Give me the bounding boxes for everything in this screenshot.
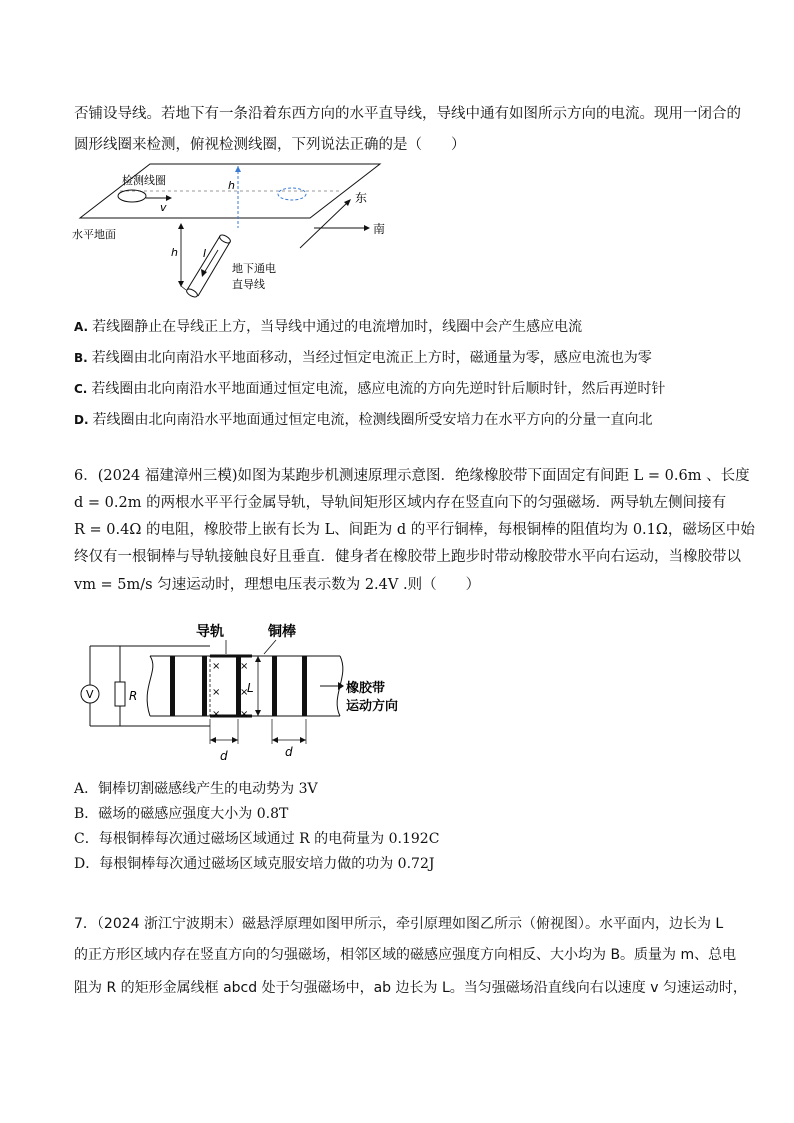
wire-label-2: 直导线 xyxy=(232,278,265,291)
q5-option-a[interactable] xyxy=(74,316,582,336)
q5-option-a-key: A. xyxy=(74,320,89,334)
coil-solid xyxy=(118,190,146,202)
coil-dashed xyxy=(278,188,306,200)
ground-label: 水平地面 xyxy=(72,228,116,241)
q6-option-d[interactable] xyxy=(74,853,434,873)
h-left-label: h xyxy=(171,246,178,259)
q6-option-b-key: B． xyxy=(74,806,99,822)
field-mark: × xyxy=(240,687,249,698)
h-top-label: h xyxy=(228,179,235,192)
q5-option-d[interactable] xyxy=(74,409,653,429)
q6-stem-line4: 终仅有一根铜棒与导轨接触良好且垂直．健身者在橡胶带上跑步时带动橡胶带水平向右运动，当橡胶带以 xyxy=(74,549,741,565)
q5-figure xyxy=(70,158,400,308)
q5-stem-line1: 否铺设导线。若地下有一条沿着东西方向的水平直导线，导线中通有如图所示方向的电流。现用一闭合的 xyxy=(74,106,741,122)
q6-option-b[interactable] xyxy=(74,803,288,823)
q6-option-c-key: C． xyxy=(74,831,99,847)
copper-rod xyxy=(170,656,175,716)
rod-label: 铜棒 xyxy=(268,624,296,640)
resistor xyxy=(115,682,125,706)
field-mark: × xyxy=(212,687,221,698)
q6-option-c[interactable] xyxy=(74,828,439,848)
q5-option-b-key: B. xyxy=(74,351,88,365)
field-mark: × xyxy=(212,661,221,672)
v-label: v xyxy=(160,201,167,214)
q5-option-d-text: 若线圈由北向南沿水平地面通过恒定电流，检测线圈所受安培力在水平方向的分量一直向北 xyxy=(92,412,653,428)
q6-option-a-key: A． xyxy=(74,781,99,797)
q6-option-b-text: 磁场的磁感应强度大小为 0.8T xyxy=(98,806,289,822)
q5-option-a-text: 若线圈静止在导线正上方，当导线中通过的电流增加时，线圈中会产生感应电流 xyxy=(92,319,583,335)
q6-option-d-key: D． xyxy=(74,856,100,872)
belt-label-2: 运动方向 xyxy=(346,699,399,714)
field-mark: × xyxy=(212,709,221,720)
q6-stem-line1: 6．(2024 福建漳州三模)如图为某跑步机测速原理示意图．绝缘橡胶带下面固定有间距 L = 0.6m 、长度 xyxy=(74,468,750,484)
q7-stem-line2: 的正方形区域内存在竖直方向的匀强磁场，相邻区域的磁感应强度方向相反、大小均为 B。质量为 m、总电 xyxy=(74,947,737,963)
field-mark: × xyxy=(240,709,249,720)
belt-label-1: 橡胶带 xyxy=(346,681,386,696)
q6-option-c-text: 每根铜棒每次通过磁场区域通过 R 的电荷量为 0.192C xyxy=(98,831,440,847)
east-label: 东 xyxy=(355,191,368,205)
copper-rod xyxy=(202,656,207,716)
q6-option-a-text: 铜棒切割磁感线产生的电动势为 3V xyxy=(98,781,318,797)
q7-stem-line1: 7．（2024 浙江宁波期末）磁悬浮原理如图甲所示，牵引原理如图乙所示（俯视图）。水平面内，边长为 L xyxy=(74,916,724,932)
q5-option-b-text: 若线圈由北向南沿水平地面移动，当经过恒定电流正上方时，磁通量为零，感应电流也为零 xyxy=(91,350,652,366)
south-label: 南 xyxy=(373,222,386,236)
d-label-2: d xyxy=(285,745,293,759)
q5-option-d-key: D. xyxy=(74,413,89,427)
q6-stem-line5: vm = 5m/s 匀速运动时，理想电压表示数为 2.4V .则（ ） xyxy=(74,577,481,593)
I-label: I xyxy=(203,247,207,260)
q5-option-c-key: C. xyxy=(74,382,88,396)
L-label: L xyxy=(247,681,254,695)
q6-stem-line2: d = 0.2m 的两根水平平行金属导轨，导轨间矩形区域内存在竖直向下的匀强磁场．两导轨左侧间接有 xyxy=(74,495,727,511)
q6-stem-line3: R = 0.4Ω 的电阻，橡胶带上嵌有长为 L、间距为 d 的平行铜棒，每根铜棒的阻值均为 0.1Ω，磁场区中始 xyxy=(74,522,755,538)
q5-option-c[interactable] xyxy=(74,378,665,398)
q7-stem-line3: 阻为 R 的矩形金属线框 abcd 处于匀强磁场中，ab 边长为 L。当匀强磁场沿直线向右以速度 v 匀速运动时， xyxy=(74,980,747,996)
q5-option-c-text: 若线圈由北向南沿水平地面通过恒定电流，感应电流的方向先逆时针后顺时针，然后再逆时针 xyxy=(91,381,666,397)
q5-stem-line2: 圆形线圈来检测，俯视检测线圈，下列说法正确的是（ ） xyxy=(74,137,466,153)
q6-option-a[interactable] xyxy=(74,778,318,798)
q6-figure xyxy=(76,616,416,768)
q6-option-d-text: 每根铜棒每次通过磁场区域克服安培力做的功为 0.72J xyxy=(99,856,435,872)
copper-rod xyxy=(272,656,277,716)
coil-label: 检测线圈 xyxy=(122,174,166,187)
rail-label: 导轨 xyxy=(196,624,224,640)
q5-option-b[interactable] xyxy=(74,347,652,367)
voltmeter-label: V xyxy=(86,688,94,701)
wire-label-1: 地下通电 xyxy=(232,262,276,275)
copper-rod xyxy=(302,656,307,716)
d-label-1: d xyxy=(220,749,228,763)
field-mark: × xyxy=(240,661,249,672)
resistor-label: R xyxy=(129,689,138,703)
